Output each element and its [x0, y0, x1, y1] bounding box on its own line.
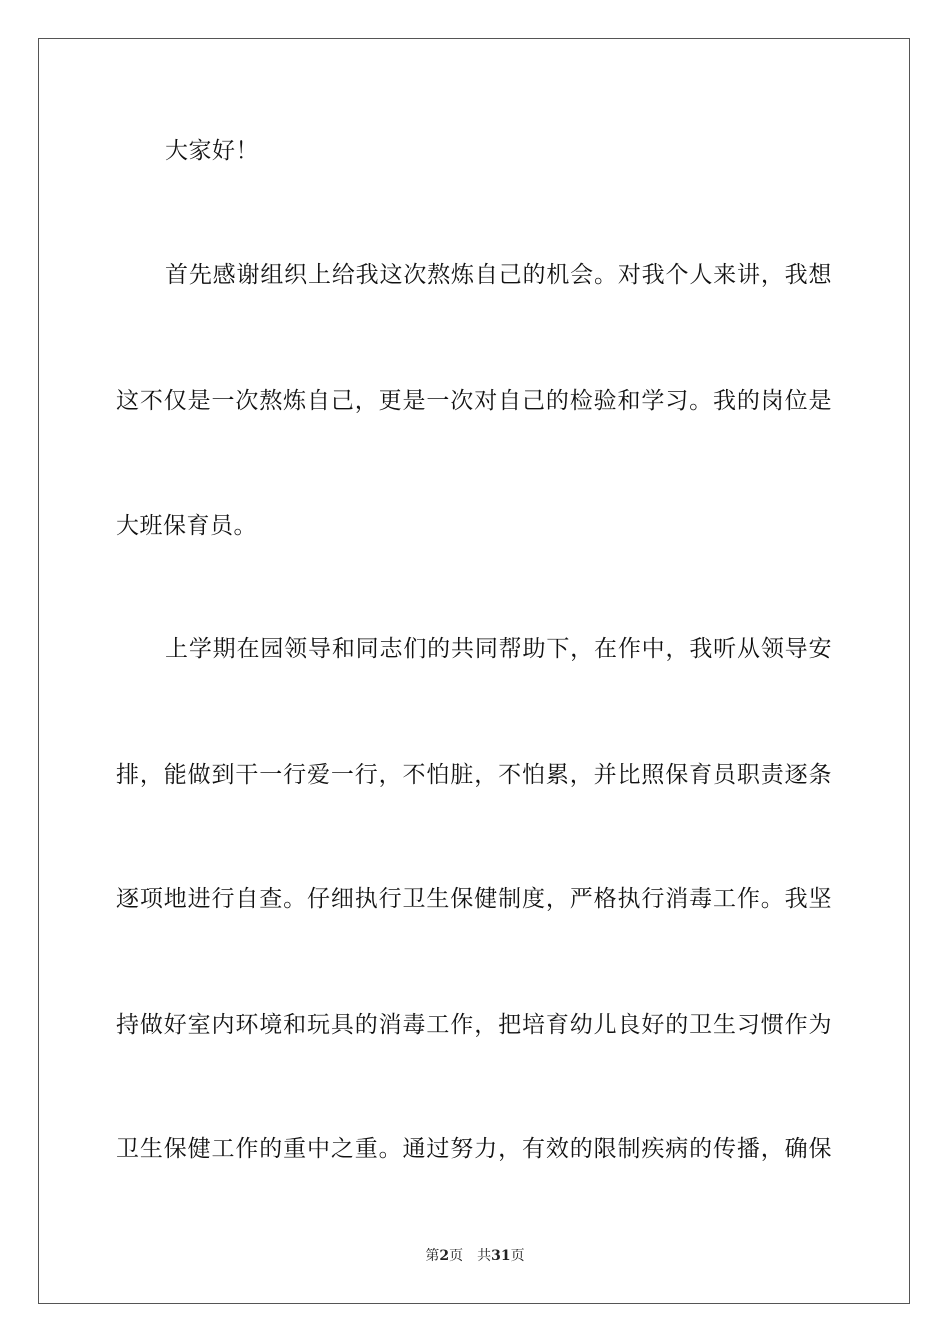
page-number-prefix: 第: [425, 1248, 440, 1264]
paragraph-line: 排，能做到干一行爱一行，不怕脏，不怕累，并比照保育员职责逐条: [116, 762, 832, 788]
paragraph-line: 这不仅是一次熬炼自己，更是一次对自己的检验和学习。我的岗位是: [116, 388, 832, 414]
paragraph-line: 大班保育员。: [116, 513, 257, 539]
paragraph-line: 上学期在园领导和同志们的共同帮助下，在作中，我听从领导安: [165, 636, 832, 662]
paragraph-line: 逐项地进行自查。仔细执行卫生保健制度，严格执行消毒工作。我坚: [116, 886, 832, 912]
page-total-prefix: 共: [477, 1248, 492, 1264]
page-number-suffix: 页: [449, 1248, 464, 1264]
paragraph-line: 卫生保健工作的重中之重。通过努力，有效的限制疾病的传播，确保: [116, 1136, 832, 1162]
paragraph-greeting: 大家好！: [165, 138, 259, 164]
paragraph-line: 持做好室内环境和玩具的消毒工作，把培育幼儿良好的卫生习惯作为: [116, 1012, 832, 1038]
paragraph-line: 首先感谢组织上给我这次熬炼自己的机会。对我个人来讲，我想: [165, 262, 832, 288]
page-number-current: 2: [439, 1248, 450, 1264]
page-footer: [0, 1247, 950, 1265]
page-total-suffix: 页: [510, 1248, 525, 1264]
page-total: 31: [491, 1248, 511, 1264]
page-frame: [38, 38, 910, 1304]
